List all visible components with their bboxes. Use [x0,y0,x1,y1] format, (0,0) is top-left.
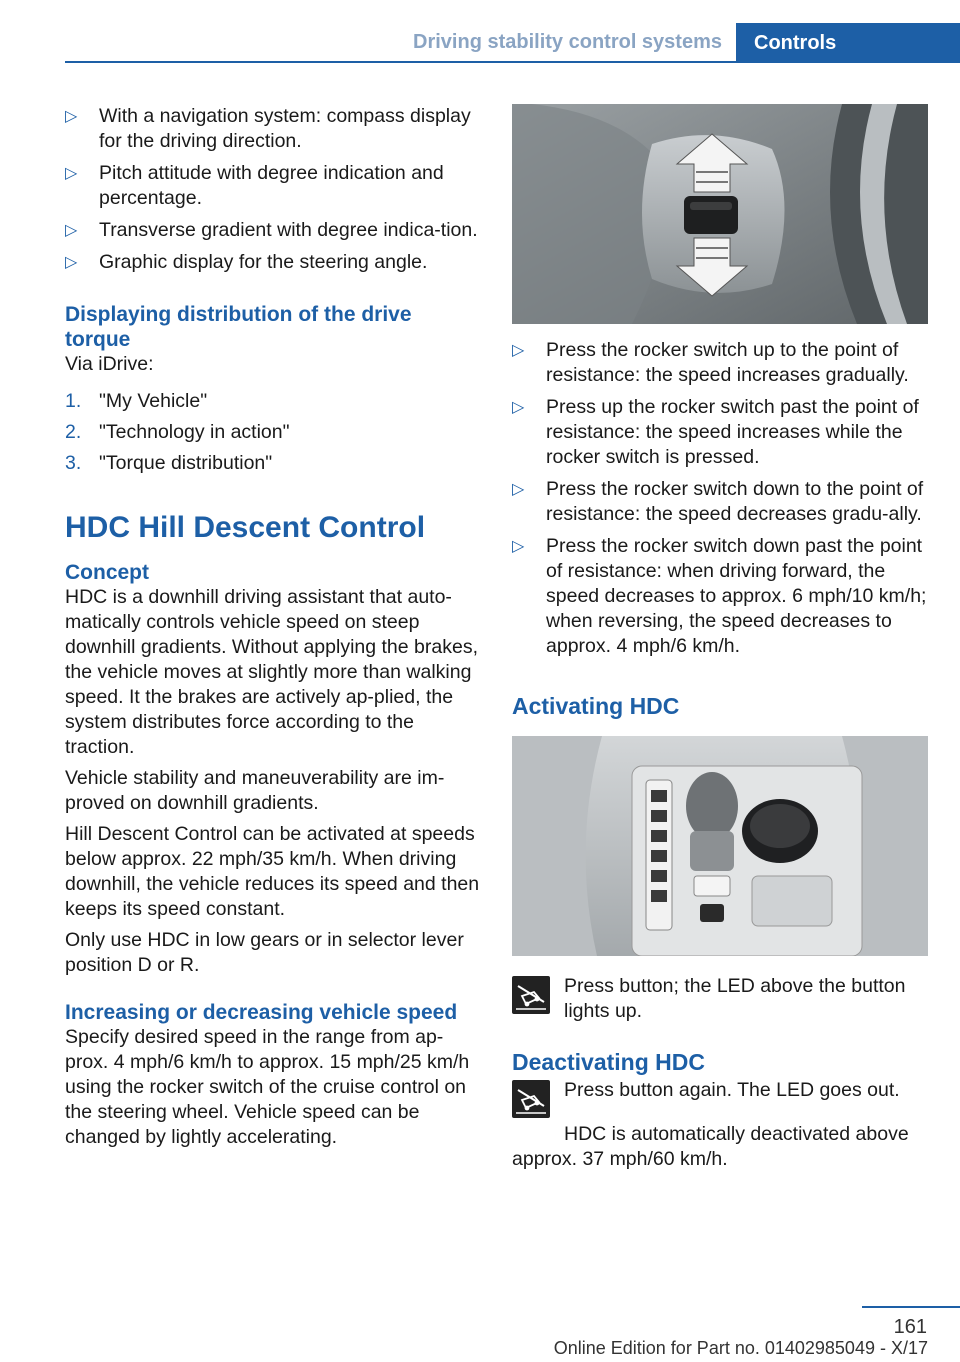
list-item: 3. "Torque distribution" [65,452,273,474]
right-column [512,104,928,1172]
header-rule [65,61,960,63]
triangle-bullet-icon: ▷ [512,538,525,555]
triangle-bullet-icon: ▷ [512,399,525,416]
concept-paragraph: Vehicle stability and maneuverability are im-proved on downhill gradients. [65,767,445,814]
rocker-bullet-list [512,338,928,659]
header-chapter-tab: Controls [736,23,960,63]
header-section-title: Driving stability control systems [413,31,722,53]
list-item: ▷ Transverse gradient with degree indica-tion. [65,219,478,241]
idrive-steps-list [65,389,480,476]
list-item: 2. "Technology in action" [65,421,290,443]
footer-rule [862,1306,960,1308]
triangle-bullet-icon: ▷ [65,254,78,271]
list-item: ▷ Press the rocker switch down to the point of resistance: the speed decreases gradu-ally. [512,478,924,525]
deactivating-instruction [512,1078,928,1118]
steering-rocker-switch-photo [512,104,928,324]
concept-paragraph: Only use HDC in low gears or in selector lever position D or R. [65,929,464,976]
activating-heading: Activating HDC [512,693,680,719]
hdc-title: HDC Hill Descent Control [65,511,426,544]
list-item: ▷ Press the rocker switch down past the point of resistance: when driving forward, the speed decreases to approx. 6 mph/10 km/h; when reversing, the speed decreases to approx. 4 mph/6 km/h. [512,535,927,657]
deactivating-heading: Deactivating HDC [512,1049,705,1075]
concept-heading: Concept [65,561,149,584]
list-item: ▷ Press the rocker switch up to the point of resistance: the speed increases gradually. [512,339,909,386]
list-item: ▷ Press up the rocker switch past the point of resistance: the speed increases while the rocker switch is pressed. [512,396,919,468]
edition-footer: Online Edition for Part no. 01402985049 - X/17 [553,1338,928,1358]
hdc-button-icon [512,976,550,1014]
via-idrive-text: Via iDrive: [65,353,154,375]
list-item: 1. "My Vehicle" [65,390,208,412]
triangle-bullet-icon: ▷ [65,165,78,182]
hdc-button-icon [512,1080,550,1118]
list-item: ▷ With a navigation system: compass display for the driving direction. [65,105,471,152]
list-item: ▷ Graphic display for the steering angle. [65,251,428,273]
display-bullet-list [65,104,480,275]
triangle-bullet-icon: ▷ [65,108,78,125]
concept-paragraph: Hill Descent Control can be activated at speeds below approx. 22 mph/35 km/h. When driving downhill, the vehicle reduces its speed and then keeps its speed constant. [65,823,480,920]
activating-text: Press button; the LED above the button lights up. [564,975,906,1022]
triangle-bullet-icon: ▷ [512,481,525,498]
triangle-bullet-icon: ▷ [65,222,78,239]
left-column [65,104,480,1150]
activating-instruction [512,974,928,1024]
page-number: 161 [893,1316,927,1338]
concept-paragraph: HDC is a downhill driving assistant that auto-matically controls vehicle speed on steep downhill gradients. Without applying the brakes, the vehicle moves at slightly more than walking speed. It the brakes are actively ap-plied, the system distributes force according to the traction. [65,586,478,758]
speed-paragraph: Specify desired speed in the range from ap-prox. 4 mph/6 km/h to approx. 15 mph/25 km/h using the rocker switch of the cruise control on the steering wheel. Vehicle speed can be changed by lightly accelerating. [65,1026,470,1148]
list-item: ▷ Pitch attitude with degree indication and percentage. [65,162,444,209]
deactivating-text: Press button again. The LED goes out. [564,1079,900,1101]
torque-heading: Displaying distribution of the drive torque [65,303,412,351]
center-console-photo [512,736,928,956]
triangle-bullet-icon: ▷ [512,342,525,359]
auto-deactivate-text: HDC is automatically deactivated above approx. 37 mph/60 km/h. [512,1123,909,1170]
speed-heading: Increasing or decreasing vehicle speed [65,1001,458,1024]
